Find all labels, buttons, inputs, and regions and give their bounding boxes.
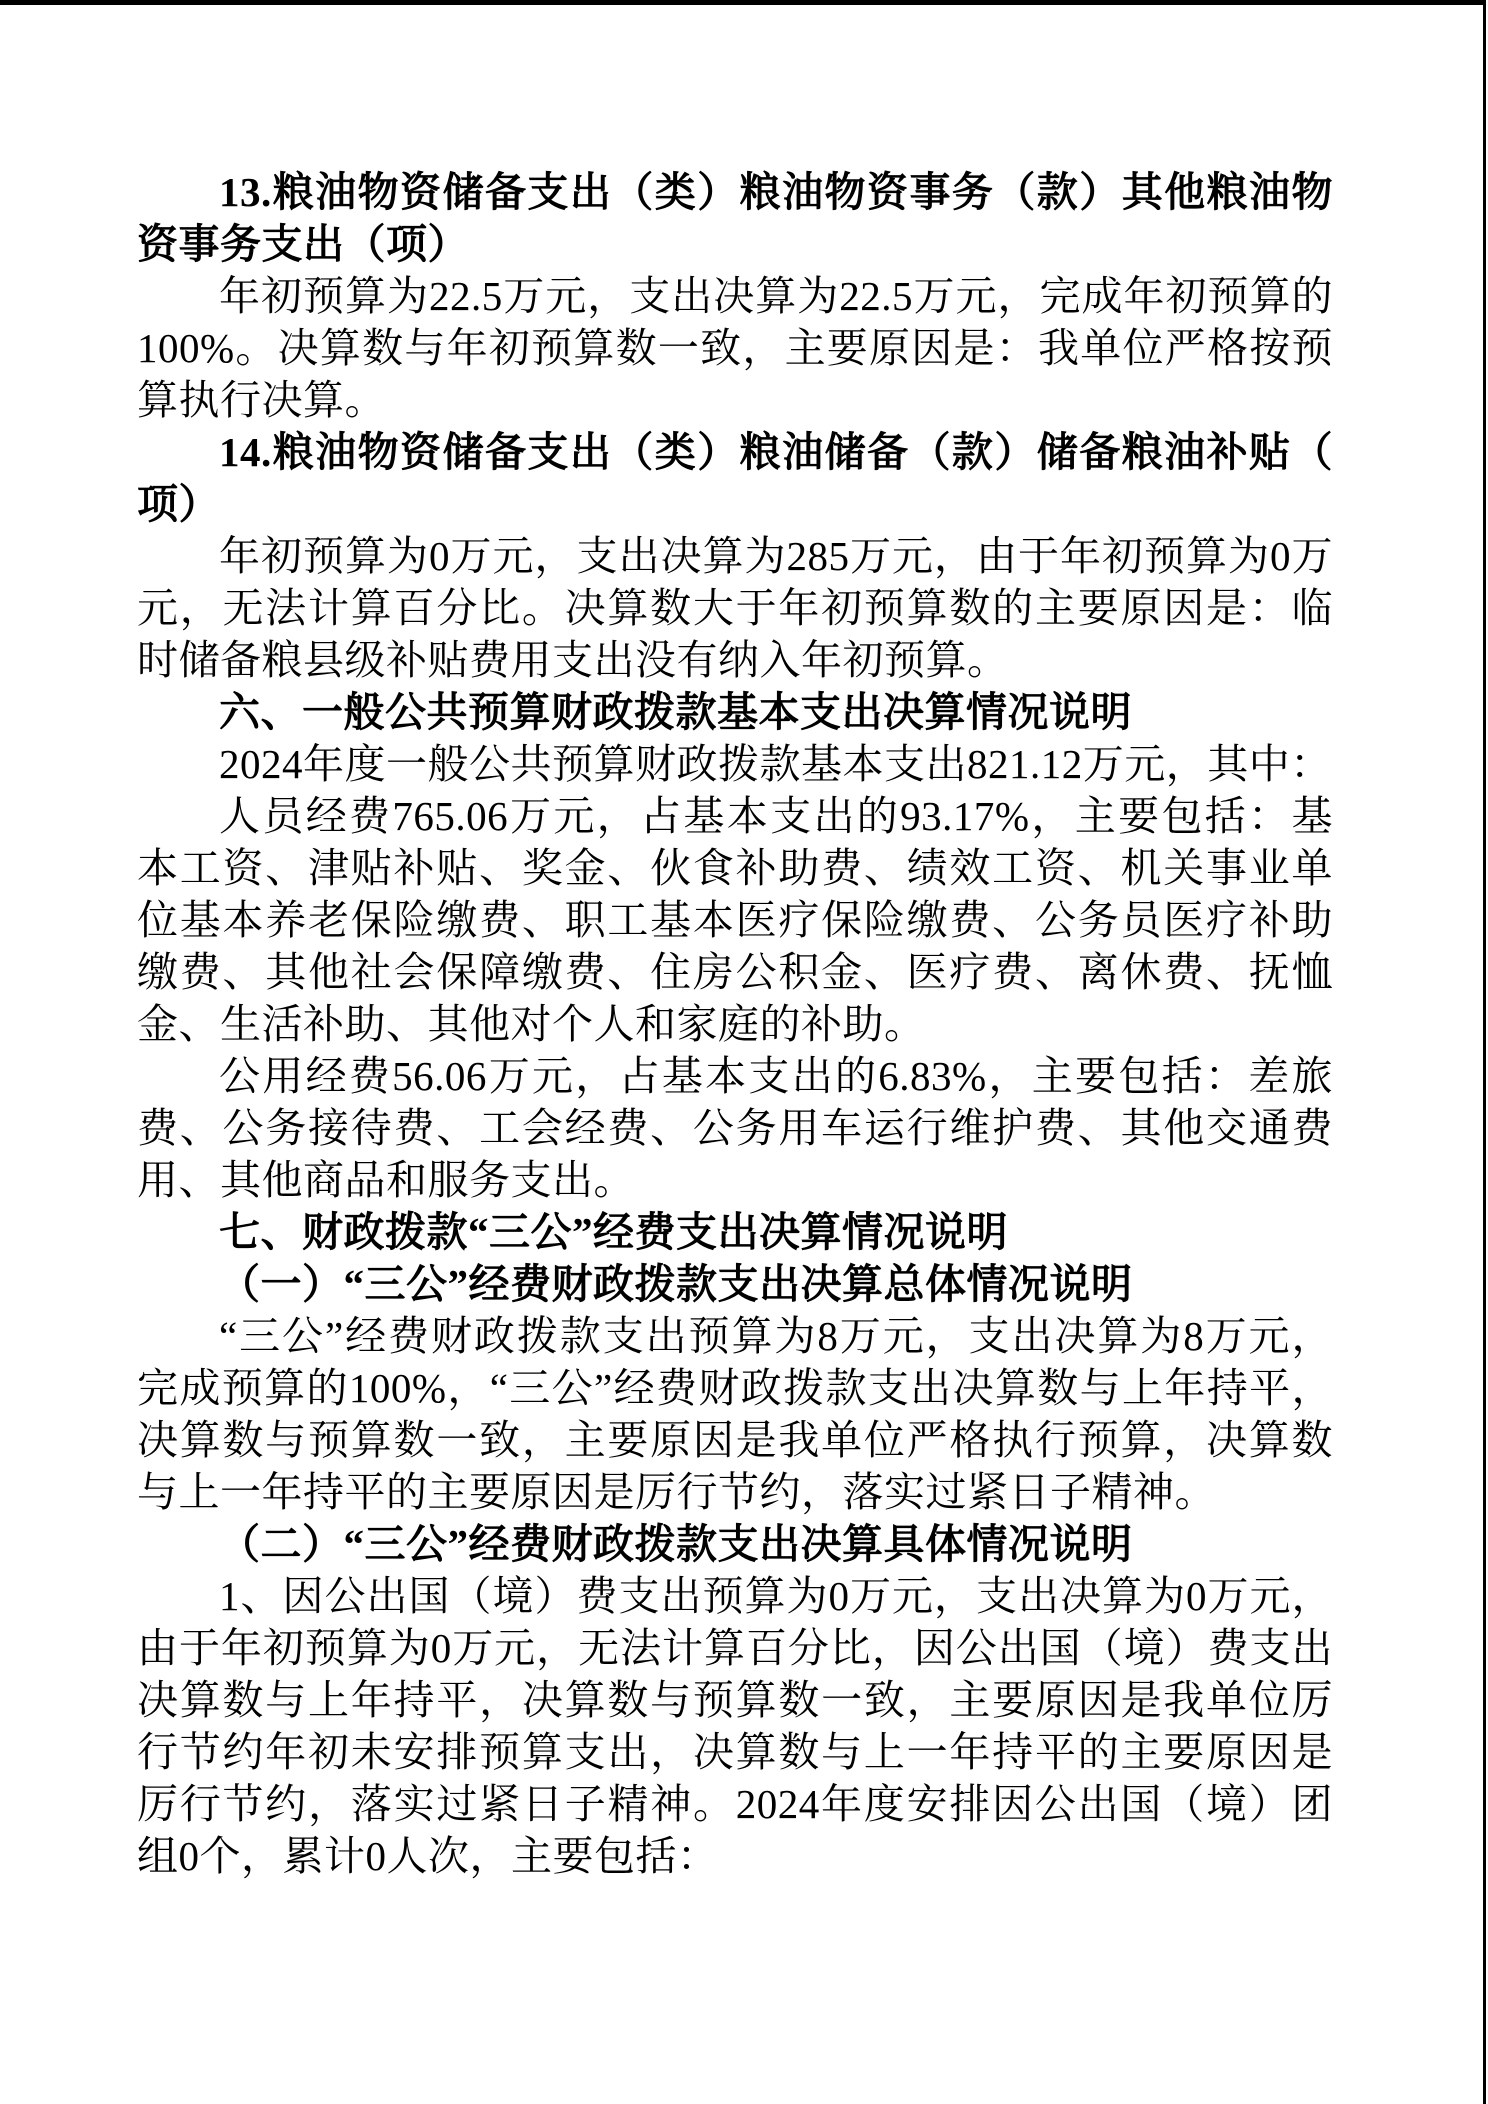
paragraph-7-1-detail: “三公”经费财政拨款支出预算为8万元，支出决算为8万元，完成预算的100%，“三公”经费财政拨款支出决算数与上年持平，决算数与预算数一致，主要原因是我单位严格执行预算，决算数与上一年持平的主要原因是厉行节约，落实过紧日子精神。 xyxy=(137,1313,1333,1515)
paragraph-6-total: 2024年度一般公共预算财政拨款基本支出821.12万元，其中： xyxy=(219,741,1332,787)
document-content xyxy=(137,166,1333,1882)
section-heading-14: 14.粮油物资储备支出（类）粮油储备（款）储备粮油补贴（项） xyxy=(137,429,1333,527)
paragraph-13-detail: 年初预算为22.5万元，支出决算为22.5万元，完成年初预算的100%。决算数与年初预算数一致，主要原因是：我单位严格按预算执行决算。 xyxy=(137,273,1333,423)
section-heading-13: 13.粮油物资储备支出（类）粮油物资事务（款）其他粮油物资事务支出（项） xyxy=(137,169,1333,267)
page-top-rule xyxy=(0,0,1486,5)
paragraph-6-personnel: 人员经费765.06万元，占基本支出的93.17%，主要包括：基本工资、津贴补贴、奖金、伙食补助费、绩效工资、机关事业单位基本养老保险缴费、职工基本医疗保险缴费、公务员医疗补助缴费、其他社会保障缴费、住房公积金、医疗费、离休费、抚恤金、生活补助、其他对个人和家庭的补助。 xyxy=(137,793,1333,1047)
page-right-rule xyxy=(1483,0,1486,2104)
paragraph-7-2-detail: 1、因公出国（境）费支出预算为0万元，支出决算为0万元，由于年初预算为0万元，无法计算百分比，因公出国（境）费支出决算数与上年持平，决算数与预算数一致，主要原因是我单位厉行节约年初未安排预算支出，决算数与上一年持平的主要原因是厉行节约，落实过紧日子精神。2024年度安排因公出国（境）团组0个，累计0人次，主要包括： xyxy=(137,1573,1333,1879)
section-heading-7-2: （二）“三公”经费财政拨款支出决算具体情况说明 xyxy=(219,1521,1133,1567)
section-heading-6: 六、一般公共预算财政拨款基本支出决算情况说明 xyxy=(219,689,1132,735)
section-heading-7-1: （一）“三公”经费财政拨款支出决算总体情况说明 xyxy=(219,1261,1133,1307)
section-heading-7: 七、财政拨款“三公”经费支出决算情况说明 xyxy=(219,1209,1008,1255)
paragraph-14-detail: 年初预算为0万元，支出决算为285万元，由于年初预算为0万元，无法计算百分比。决算数大于年初预算数的主要原因是：临时储备粮县级补贴费用支出没有纳入年初预算。 xyxy=(137,533,1333,683)
paragraph-6-public: 公用经费56.06万元，占基本支出的6.83%，主要包括：差旅费、公务接待费、工会经费、公务用车运行维护费、其他交通费用、其他商品和服务支出。 xyxy=(137,1053,1333,1203)
